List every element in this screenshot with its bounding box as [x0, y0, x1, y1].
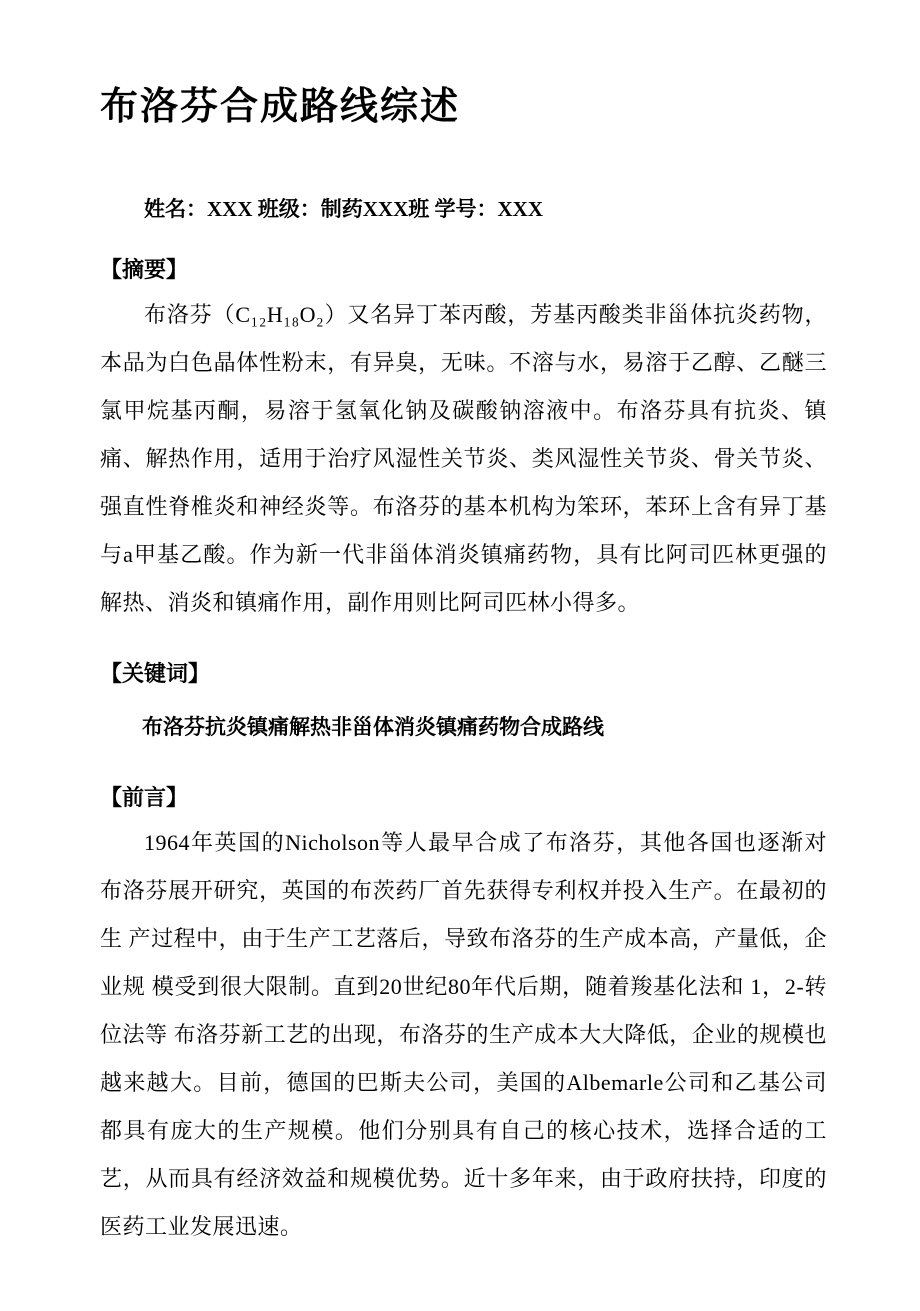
section-heading-preface: 【前言】 — [100, 784, 189, 810]
keywords-line: 布洛芬抗炎镇痛解热非甾体消炎镇痛药物合成路线 — [142, 714, 604, 739]
preface-paragraph: 1964年英国的Nicholson等人最早合成了布洛芬，其他各国也逐渐对 布洛芬展开研究，英国的布茨药厂首先获得专利权并投入生产。在最初的生 产过程中，由于生产工艺落后，导致布洛芬的生产成本高，产量低，企业规 模受到很大限制。直到20世纪80年代后期，随着羧基化法和 1，2-转位法等 布洛芬新工艺的出现，布洛芬的生产成本大大降低，企业的规模也越来越大。目前，德国的巴斯夫公司，美国的Albemarle公司和乙基公司都具有庞大的生产规模。他们分别具有自己的核心技术，选择合适的工艺，从而具有经济效益和规模优势。近十多年来，由于政府扶持，印度的医药工业发展迅速。 — [100, 829, 827, 1239]
author-byline: 姓名：XXX 班级：制药XXX班 学号：XXX — [144, 196, 543, 221]
section-heading-abstract: 【摘要】 — [100, 256, 189, 282]
abstract-paragraph: 布洛芬（C₁₂H₁₈O₂）又名异丁苯丙酸，芳基丙酸类非甾体抗炎药物，本品为白色晶体性粉末，有异臭，无味。不溶与水，易溶于乙醇、乙醚三氯甲烷基丙酮，易溶于氢氧化钠及碳酸钠溶液中。布洛芬具有抗炎、镇痛、解热作用，适用于治疗风湿性关节炎、类风湿性关节炎、骨关节炎、强直性脊椎炎和神经炎等。布洛芬的基本机构为笨环，苯环上含有异丁基与a甲基乙酸。作为新一代非甾体消炎镇痛药物，具有比阿司匹林更强的解热、消炎和镇痛作用，副作用则比阿司匹林小得多。 — [100, 301, 827, 615]
document-title: 布洛芬合成路线综述 — [100, 86, 461, 128]
section-heading-keywords: 【关键词】 — [100, 660, 211, 686]
